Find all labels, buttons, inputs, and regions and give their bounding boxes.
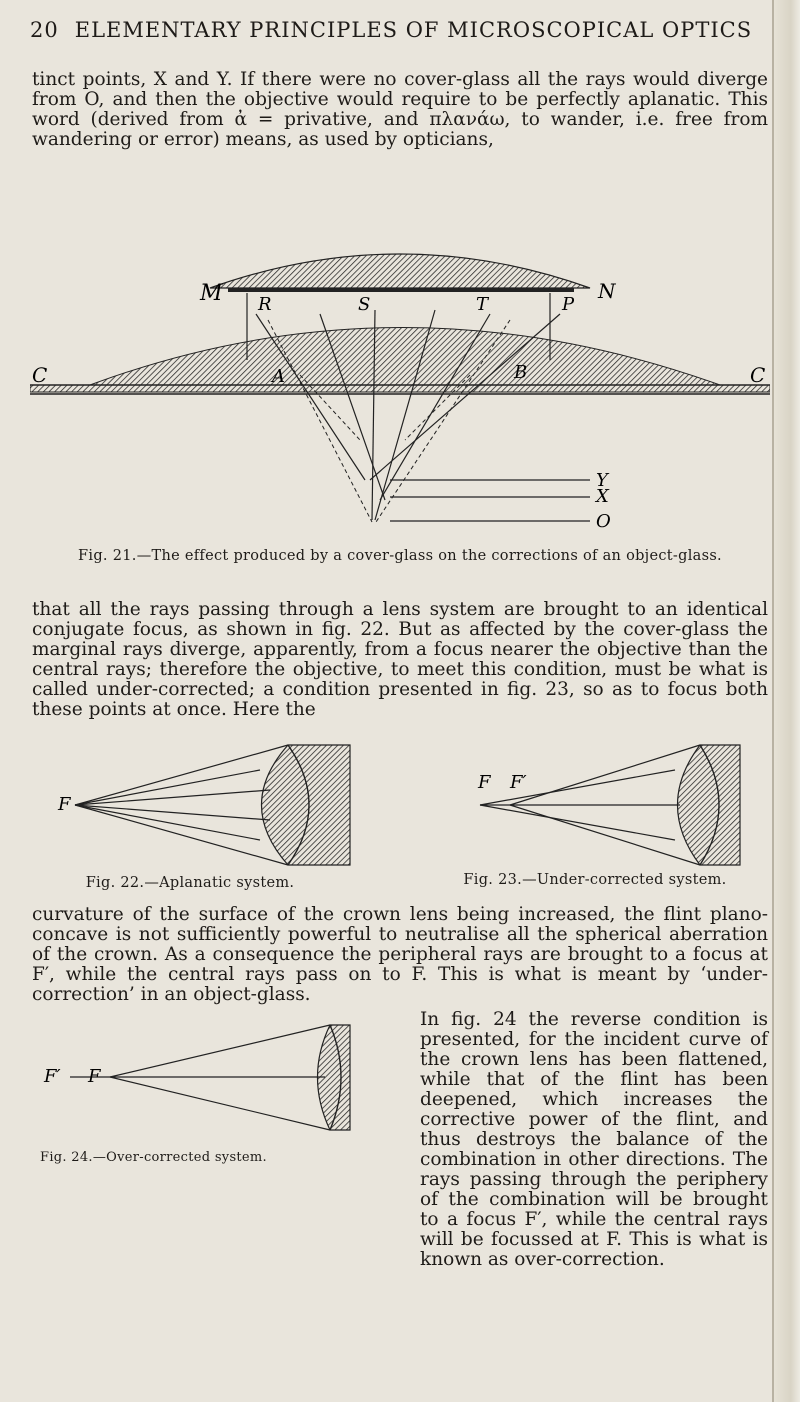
fig21-label-A: A xyxy=(272,366,285,387)
fig23-label-Fprime: F′ xyxy=(510,772,527,793)
fig21-label-S: S xyxy=(358,294,371,315)
figure-21 xyxy=(30,150,770,530)
fig22-label-F: F xyxy=(58,794,71,815)
figure-22 xyxy=(30,730,360,870)
paragraph-2: that all the rays passing through a lens system are brought to an identical conjugate focus, as shown in fig. 22. But as affected by the cover-glass the marginal rays diverge, apparently, from a focus nearer the objective than the central rays; therefore the objective, to meet this condition, must be what is called under-corrected; a condition presented in fig. 23, so as to focus both these points at once. Here the xyxy=(32,599,768,720)
page-edge xyxy=(772,0,800,1402)
fig21-label-O: O xyxy=(596,511,611,530)
fig23-label-F: F xyxy=(478,772,491,793)
figure-24 xyxy=(30,1010,370,1140)
figure-23 xyxy=(440,730,760,870)
fig22-caption: Fig. 22.—Aplanatic system. xyxy=(85,875,295,891)
running-title: ELEMENTARY PRINCIPLES OF MICROSCOPICAL OPTICS xyxy=(74,18,753,42)
fig21-label-C-right: C xyxy=(750,363,766,387)
fig23-caption: Fig. 23.—Under-corrected system. xyxy=(463,872,727,888)
running-header xyxy=(30,18,752,42)
fig21-label-P: P xyxy=(562,294,575,315)
fig21-label-B: B xyxy=(514,362,528,383)
fig21-caption: Fig. 21.—The effect produced by a cover-glass on the corrections of an object-glass. xyxy=(78,548,722,564)
paragraph-1: tinct points, X and Y. If there were no cover-glass all the rays would diverge from O, and then the objective would require to be perfectly aplanatic. This word (derived from ἀ = privative, and πλανάω, to wander, i.e. free from wandering or error) means, as used by opticians, xyxy=(32,69,768,150)
fig21-label-T: T xyxy=(476,294,489,315)
paragraph-3: curvature of the surface of the crown lens being increased, the flint plano-concave is not sufficiently powerful to neutralise all the spherical aberration of the crown. As a consequence the peripheral rays are brought to a focus at F′, while the central rays pass on to F. This is what is meant by ‘under-correction’ in an object-glass. xyxy=(32,904,768,1005)
fig21-label-N: N xyxy=(598,279,616,303)
paragraph-4: In fig. 24 the reverse condition is presented, for the incident curve of the crown lens has been flattened, while that of the flint has been deepened, which increases the corrective power of the flint, and thus destroys the balance of the combination in other directions. The rays passing through the periphery of the combination will be brought to a focus F′, while the central rays will be focussed at F. This is what is known as over-correction. xyxy=(420,1009,768,1270)
fig21-label-X: X xyxy=(596,486,609,507)
fig21-label-R: R xyxy=(258,294,272,315)
fig21-label-Y: Y xyxy=(596,470,608,491)
fig24-label-Fprime: F′ xyxy=(44,1066,61,1087)
fig24-label-F: F xyxy=(88,1066,101,1087)
fig21-label-C-left: C xyxy=(32,363,48,387)
fig24-caption: Fig. 24.—Over-corrected system. xyxy=(40,1150,267,1165)
fig21-label-M: M xyxy=(200,281,223,306)
page-number: 20 xyxy=(30,18,59,42)
